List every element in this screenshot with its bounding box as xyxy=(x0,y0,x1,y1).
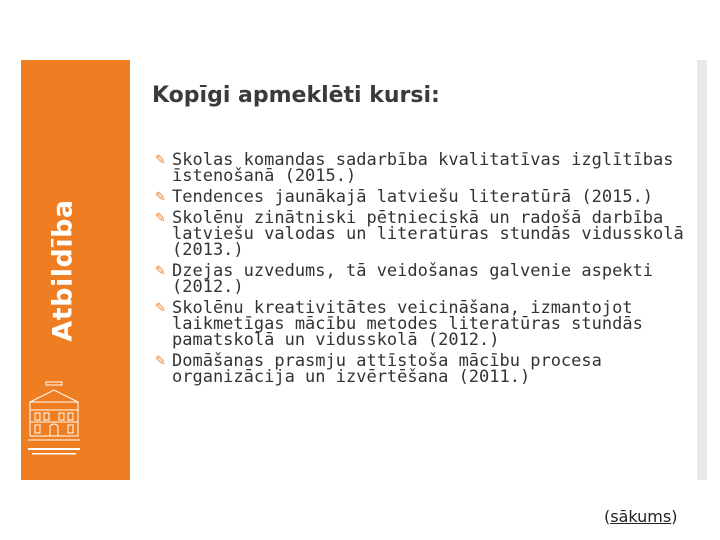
list-item-text: Domāšanas prasmju attīstoša mācību procesa organizācija un izvērtēšana (2011.) xyxy=(172,351,602,387)
open-book-icon: ✎ xyxy=(155,264,166,279)
sidebar-title-text: Atbildība xyxy=(47,198,79,342)
sidebar-title xyxy=(48,200,78,340)
home-link[interactable]: sākums xyxy=(610,507,672,526)
list-item-text: Skolas komandas sadarbība kvalitatīvas izglītības īstenošanā (2015.) xyxy=(172,150,674,186)
list-item xyxy=(155,353,695,385)
list-item xyxy=(155,210,695,258)
course-list xyxy=(155,152,695,390)
list-item xyxy=(155,300,695,348)
page-title: Kopīgi apmeklēti kursi: xyxy=(152,83,440,108)
university-building-logo-icon xyxy=(26,380,82,470)
list-item-text: Dzejas uzvedums, tā veidošanas galvenie aspekti (2012.) xyxy=(172,261,654,297)
open-book-icon: ✎ xyxy=(155,190,166,205)
list-item-text: Tendences jaunākajā latviešu literatūrā (2015.) xyxy=(172,187,654,207)
list-item xyxy=(155,189,695,205)
list-item xyxy=(155,152,695,184)
open-book-icon: ✎ xyxy=(155,354,166,369)
right-divider xyxy=(697,60,707,480)
home-link-container xyxy=(604,507,677,526)
close-paren: ) xyxy=(671,507,678,526)
list-item-text: Skolēnu zinātniski pētnieciskā un radošā darbība latviešu valodas un literatūras stundās vidusskolā (2013.) xyxy=(172,208,684,260)
list-item xyxy=(155,263,695,295)
open-book-icon: ✎ xyxy=(155,153,166,168)
list-item-text: Skolēnu kreativitātes veicināšana, izmantojot laikmetīgas mācību metodes literatūras stundās pamatskolā un vidusskolā (2012.) xyxy=(172,298,643,350)
open-book-icon: ✎ xyxy=(155,211,166,226)
open-book-icon: ✎ xyxy=(155,301,166,316)
open-paren: ( xyxy=(604,507,611,526)
